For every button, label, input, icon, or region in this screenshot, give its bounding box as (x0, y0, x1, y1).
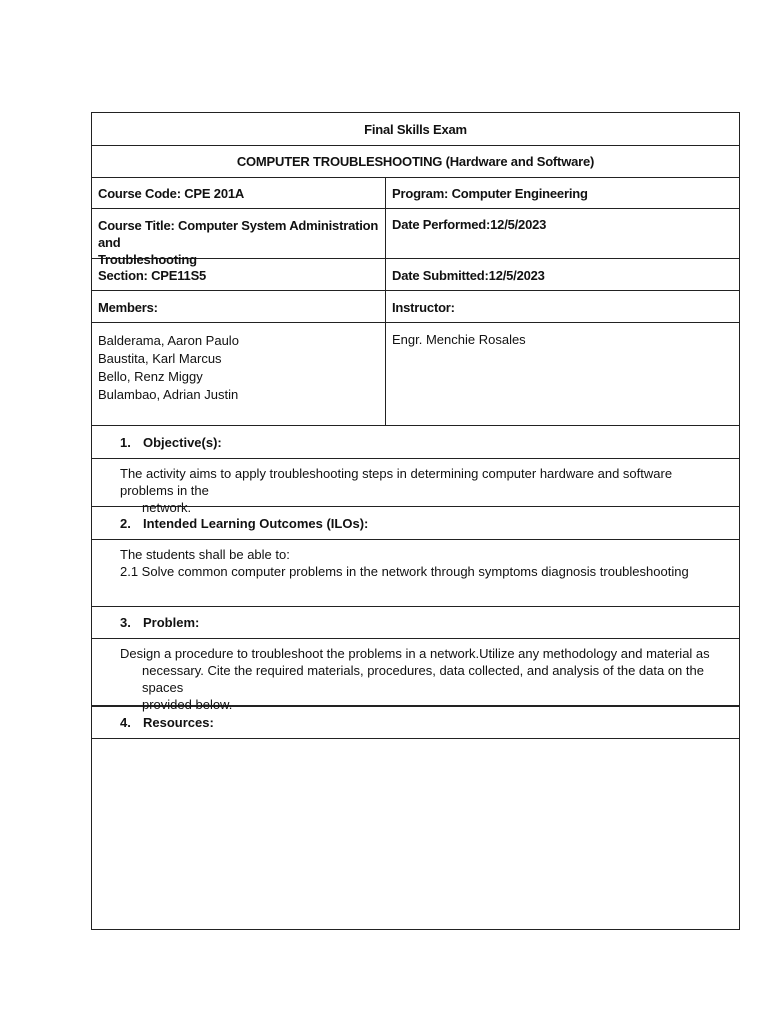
course-title-row (92, 209, 739, 267)
resources-body (92, 739, 739, 929)
objective-number: 1. (120, 434, 131, 450)
problem-line3: provided below. (142, 697, 233, 712)
course-title-line2: Troubleshooting (98, 252, 197, 267)
section-row (92, 259, 739, 291)
resources-heading-text: Resources: (143, 715, 214, 730)
program: Program: Computer Engineering (392, 186, 588, 201)
instructor-label: Instructor: (392, 300, 455, 315)
problem-number: 3. (120, 615, 131, 630)
form-subtitle (92, 146, 739, 178)
form-title (92, 113, 739, 146)
problem-line2: necessary. Cite the required materials, procedures, data collected, and analysis of the data on the spaces (142, 663, 704, 695)
ilo-line2: 2.1 Solve common computer problems in the network through symptoms diagnosis troubleshooting (120, 564, 689, 579)
date-submitted: Date Submitted:12/5/2023 (392, 268, 545, 283)
members-label: Members: (92, 291, 386, 322)
problem-line1: Design a procedure to troubleshoot the problems in a network.Utilize any methodology and material as (120, 646, 710, 661)
ilo-heading (92, 507, 739, 540)
members-header-row (92, 291, 739, 323)
problem-heading-text: Problem: (143, 615, 200, 630)
member-name: Balderama, Aaron Paulo (98, 333, 239, 348)
course-code: Course Code: CPE 201A (92, 178, 386, 208)
resources-number: 4. (120, 715, 131, 730)
ilo-line1: The students shall be able to: (120, 547, 290, 562)
objective-body (92, 459, 739, 515)
course-title-line1: Course Title: Computer System Administration and (98, 218, 379, 250)
objective-line1: The activity aims to apply troubleshooting steps in determining computer hardware and software problems in the (120, 466, 673, 498)
form-title-text: Final Skills Exam (364, 121, 467, 137)
ilo-heading-text: Intended Learning Outcomes (ILOs): (143, 515, 369, 531)
member-name: Bello, Renz Miggy (98, 369, 203, 384)
members-row (92, 323, 739, 426)
objective-line2: network. (142, 500, 192, 515)
problem-body (92, 639, 739, 712)
resources-heading (92, 707, 739, 739)
instructor-name: Engr. Menchie Rosales (392, 332, 526, 347)
date-performed: Date Performed:12/5/2023 (392, 217, 547, 232)
member-name: Baustita, Karl Marcus (98, 351, 222, 366)
problem-heading (92, 607, 739, 639)
section: Section: CPE11S5 (92, 259, 386, 290)
exam-form (91, 112, 740, 930)
course-code-row (92, 178, 739, 209)
member-name: Bulambao, Adrian Justin (98, 387, 239, 402)
form-subtitle-text: COMPUTER TROUBLESHOOTING (Hardware and Software) (236, 154, 595, 169)
objective-heading-text: Objective(s): (143, 434, 222, 450)
objective-heading (92, 426, 739, 459)
members-list (92, 323, 386, 425)
course-title (92, 209, 386, 267)
ilo-body (92, 540, 739, 607)
ilo-number: 2. (120, 515, 131, 531)
